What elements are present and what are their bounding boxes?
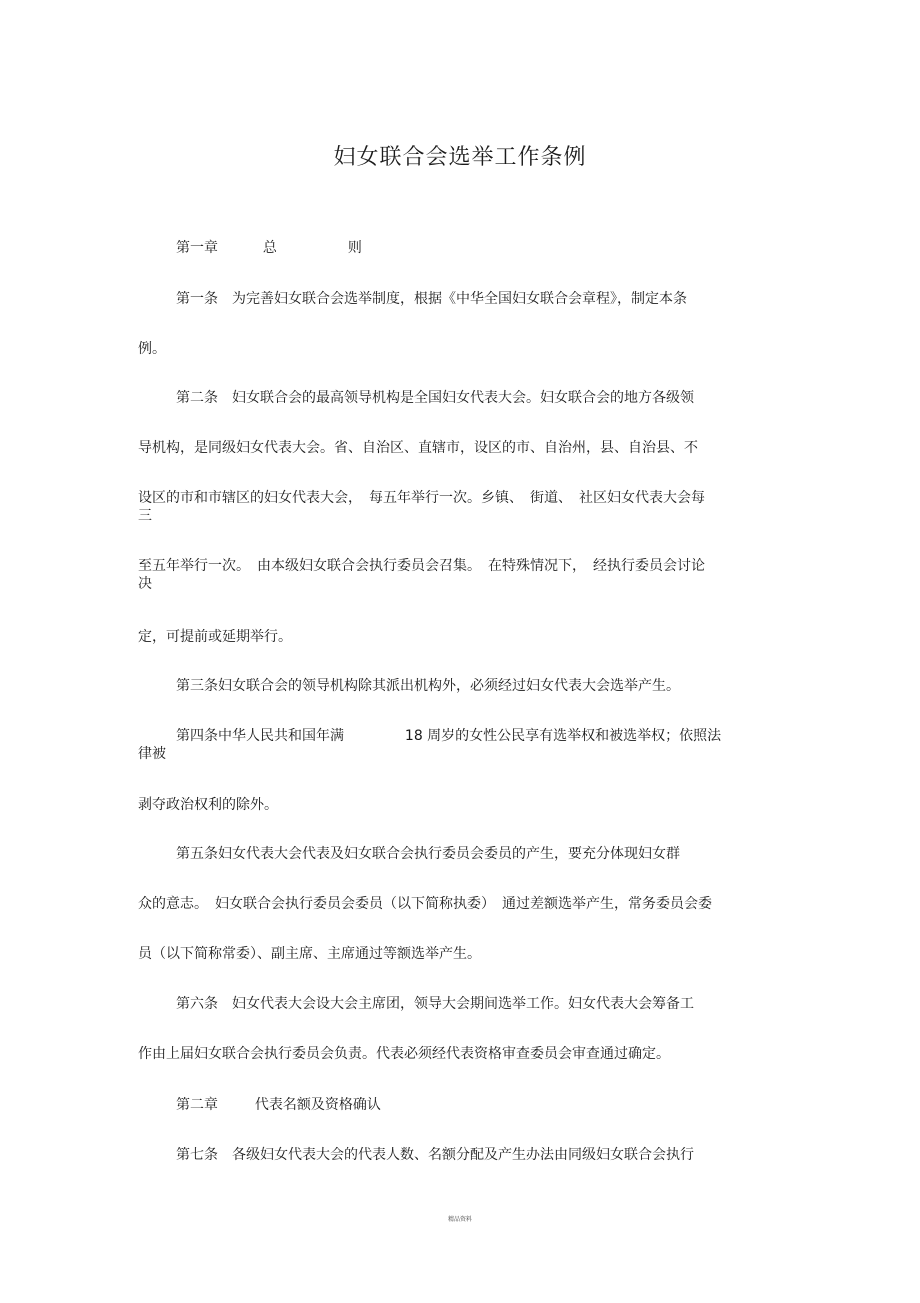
article-6-line-1: 第六条 妇女代表大会设大会主席团，领导大会期间选举工作。妇女代表大会筹备工 (176, 996, 694, 1012)
article-7-line-1: 第七条 各级妇女代表大会的代表人数、名额分配及产生办法由同级妇女联合会执行 (176, 1147, 694, 1163)
article-4-line-1 (176, 727, 721, 745)
article-5-line-3: 员（以下简称常委）、副主席、主席通过等额选举产生。 (138, 946, 481, 962)
chapter-1-number: 第一章 (176, 240, 218, 256)
article-4-line-2: 剥夺政治权利的除外。 (138, 797, 278, 813)
article-4-line-1-part1: 第四条中华人民共和国年满 (176, 728, 344, 744)
article-2-line-4-wrap: 决 (138, 576, 152, 592)
article-5-line-1: 第五条妇女代表大会代表及妇女联合会执行委员会委员的产生，要充分体现妇女群 (176, 846, 680, 862)
article-1-line-1: 第一条 为完善妇女联合会选举制度，根据《中华全国妇女联合会章程》，制定本条 (176, 291, 687, 307)
article-2-line-2: 导机构，是同级妇女代表大会。省、自治区、直辖市，设区的市、自治州，县、自治县、不 (138, 440, 698, 456)
chapter-2-number: 第二章 (176, 1097, 218, 1113)
article-2-line-5: 定，可提前或延期举行。 (138, 629, 292, 645)
article-2-line-3: 设区的市和市辖区的妇女代表大会， 每五年举行一次。乡镇、 街道、 社区妇女代表大会每 (138, 490, 705, 506)
article-2-line-3-wrap: 三 (138, 508, 152, 524)
document-title: 妇女联合会选举工作条例 (333, 145, 587, 170)
article-1-line-2: 例。 (138, 341, 166, 357)
article-4-line-1-part2: 18 周岁的女性公民享有选举权和被选举权；依照法 (404, 728, 722, 744)
chapter-1-heading (176, 239, 362, 257)
article-5-line-2: 众的意志。 妇女联合会执行委员会委员（以下简称执委） 通过差额选举产生，常务委员会委 (138, 896, 712, 912)
chapter-2-heading (176, 1096, 381, 1114)
page-footer: 精品资料 (447, 1216, 472, 1223)
article-4-line-1-wrap: 律被 (138, 746, 166, 762)
article-6-line-2: 作由上届妇女联合会执行委员会负责。代表必须经代表资格审查委员会审查通过确定。 (138, 1046, 670, 1062)
article-2-line-4: 至五年举行一次。 由本级妇女联合会执行委员会召集。 在特殊情况下， 经执行委员会讨论 (138, 558, 705, 574)
chapter-2-title: 代表名额及资格确认 (254, 1097, 381, 1113)
article-3-line-1: 第三条妇女联合会的领导机构除其派出机构外，必须经过妇女代表大会选举产生。 (176, 678, 680, 694)
article-2-line-1: 第二条 妇女联合会的最高领导机构是全国妇女代表大会。妇女联合会的地方各级领 (176, 390, 694, 406)
chapter-1-title-part2: 则 (347, 240, 362, 256)
chapter-1-title-part1: 总 (262, 240, 277, 256)
